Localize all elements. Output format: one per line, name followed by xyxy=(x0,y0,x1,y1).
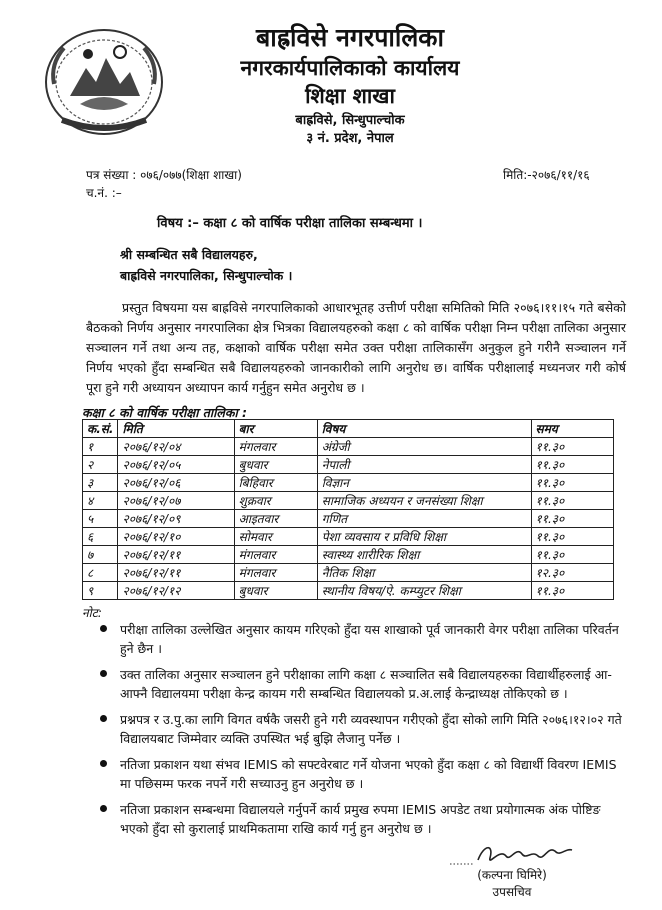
note-label: नोट: xyxy=(82,606,102,620)
cell-date: २०७६/१२/०४ xyxy=(118,438,234,456)
table-row xyxy=(83,546,614,564)
cell-serial: ९ xyxy=(83,582,118,600)
office-location: बाह्रविसे, सिन्धुपाल्चोक xyxy=(295,113,405,128)
cell-subject: नेपाली xyxy=(317,456,531,474)
cell-day: आइतवार xyxy=(234,510,317,528)
recipient-line-1: श्री सम्बन्धित सबै विद्यालयहरु, xyxy=(120,247,258,262)
cell-subject: स्थानीय विषय/ऐ. कम्प्युटर शिक्षा xyxy=(317,582,531,600)
cell-subject: अंग्रेजी xyxy=(317,438,531,456)
table-row xyxy=(83,492,614,510)
exam-schedule-table xyxy=(82,419,614,600)
note-text: नतिजा प्रकाशन सम्बन्धमा विद्यालयले गर्नुपर्ने कार्य प्रमुख रुपमा IEMIS अपडेट तथा प्रयोगात्मक अंक पोष्टिङ भएको हुँदा सो कुरालाई प्राथमिकतामा राखि कार्य गर्नु हुन अनुरोध छ । xyxy=(120,802,601,836)
recipient-address xyxy=(120,244,292,286)
cell-time: १२.३० xyxy=(531,564,613,582)
table-row xyxy=(83,456,614,474)
cell-subject: नैतिक शिक्षा xyxy=(317,564,531,582)
list-item xyxy=(96,620,626,658)
cell-day: बिहिवार xyxy=(234,474,317,492)
table-row xyxy=(83,564,614,582)
cell-time: ११.३० xyxy=(531,456,613,474)
municipality-name: बाह्रविसे नगरपालिका xyxy=(256,23,444,52)
note-text: उक्त तालिका अनुसार सञ्चालन हुने परीक्षाका लागि कक्षा ८ सञ्चालित सबै विद्यालयहरुका विद्यार्थीहरुलाई आ-आफ्नै विद्यालयमा परीक्षा केन्द्र कायम गरी सम्बन्धित विद्यालयको प्र.अ.लाई केन्द्राध्यक्ष तोकिएको छ । xyxy=(120,667,612,701)
cell-day: मंगलवार xyxy=(234,546,317,564)
letter-date: मिति:-२०७६/११/१६ xyxy=(503,168,590,182)
header-time: समय xyxy=(531,420,613,438)
office-name: नगरकार्यपालिकाको कार्यालय xyxy=(240,56,460,80)
cell-time: ११.३० xyxy=(531,510,613,528)
cell-serial: ३ xyxy=(83,474,118,492)
header-day: बार xyxy=(234,420,317,438)
handwritten-signature xyxy=(444,838,584,870)
cell-date: २०७६/१२/११ xyxy=(118,546,234,564)
letter-subject: विषय :– कक्षा ८ को वार्षिक परीक्षा तालिका सम्बन्धमा । xyxy=(157,216,423,231)
cell-subject: गणित xyxy=(317,510,531,528)
table-title: कक्षा ८ को वार्षिक परीक्षा तालिका : xyxy=(82,405,248,420)
bullet-icon xyxy=(100,670,107,677)
cell-date: २०७६/१२/०६ xyxy=(118,474,234,492)
table-row xyxy=(83,510,614,528)
cell-subject: सामाजिक अध्ययन र जनसंख्या शिक्षा xyxy=(317,492,531,510)
dispatch-number: च.नं. :– xyxy=(86,186,122,200)
notes-list xyxy=(96,620,626,845)
cell-serial: ७ xyxy=(83,546,118,564)
cell-time: ११.३० xyxy=(531,438,613,456)
list-item xyxy=(96,710,626,748)
signatory-name: (कल्पना घिमिरे) xyxy=(477,868,547,882)
body-paragraph: प्रस्तुत विषयमा यस बाह्रविसे नगरपालिकाको आधारभूतह उत्तीर्ण परीक्षा समितिको मिति २०७६।११।१५ गते बसेको बैठकको निर्णय अनुसार नगरपालिका क्षेत्र भित्रका विद्यालयहरुको कक्षा ८ को वार्षिक परीक्षा निम्न परीक्षा तालिका अनुसार सञ्चालन गर्ने तथा अन्य तह, कक्षाको वार्षिक परीक्षा समेत उक्त परीक्षा तालिकासँग अनुकुल हुने गरीनै सञ्चालन गर्ने निर्णय भएको हुँदा सम्बन्धित सबै विद्यालयहरुको जानकारीको लागि अनुरोध छ। वार्षिक परीक्षालाई मध्यनजर गरी कोर्ष पूरा हुने गरी अध्यायन अध्यापन कार्य गर्नुहुन समेत अनुरोध छ । xyxy=(86,300,626,395)
cell-day: बुधवार xyxy=(234,456,317,474)
recipient-line-2: बाह्रविसे नगरपालिका, सिन्धुपाल्चोक । xyxy=(120,268,293,283)
cell-serial: ८ xyxy=(83,564,118,582)
cell-date: २०७६/१२/१० xyxy=(118,528,234,546)
cell-time: ११.३० xyxy=(531,582,613,600)
cell-serial: ४ xyxy=(83,492,118,510)
cell-day: बुधवार xyxy=(234,582,317,600)
cell-subject: स्वास्थ्य शारीरिक शिक्षा xyxy=(317,546,531,564)
note-text: नतिजा प्रकाशन यथा संभव IEMIS को सफ्टवेरबाट गर्ने योजना भएको हुँदा कक्षा ८ को विद्यार्थी विवरण IEMIS मा पछिसम्म फरक नपर्ने गरी सच्याउनु हुन अनुरोध छ । xyxy=(120,757,617,791)
cell-subject: पेशा व्यवसाय र प्रविधि शिक्षा xyxy=(317,528,531,546)
office-header xyxy=(140,22,560,148)
section-name: शिक्षा शाखा xyxy=(305,84,395,108)
list-item xyxy=(96,755,626,793)
cell-date: २०७६/१२/१२ xyxy=(118,582,234,600)
table-row xyxy=(83,582,614,600)
cell-serial: २ xyxy=(83,456,118,474)
list-item xyxy=(96,800,626,838)
signatory-title: उपसचिव xyxy=(492,885,532,899)
table-row xyxy=(83,474,614,492)
cell-date: २०७६/१२/०५ xyxy=(118,456,234,474)
cell-time: ११.३० xyxy=(531,474,613,492)
header-subject: विषय xyxy=(317,420,531,438)
note-text: परीक्षा तालिका उल्लेखित अनुसार कायम गरिएको हुँदा यस शाखाको पूर्व जानकारी वेगर परीक्षा तालिका परिवर्तन हुने छैन । xyxy=(120,622,619,656)
table-row xyxy=(83,528,614,546)
note-text: प्रश्नपत्र र उ.पु.का लागि विगत वर्षकै जसरी हुने गरी व्यवस्थापन गरीएको हुँदा सोको लागि मिति २०७६।१२।०२ गते विद्यालयबाट जिम्मेवार व्यक्ति उपस्थित भई बुझि लैजानु पर्नेछ । xyxy=(120,712,622,746)
cell-date: २०७६/१२/११ xyxy=(118,564,234,582)
header-serial: क.सं. xyxy=(83,420,118,438)
cell-time: ११.३० xyxy=(531,528,613,546)
cell-serial: १ xyxy=(83,438,118,456)
bullet-icon xyxy=(100,805,107,812)
cell-time: ११.३० xyxy=(531,492,613,510)
cell-serial: ५ xyxy=(83,510,118,528)
office-province: ३ नं. प्रदेश, नेपाल xyxy=(306,131,394,146)
bullet-icon xyxy=(100,625,107,632)
cell-time: ११.३० xyxy=(531,546,613,564)
header-date: मिति xyxy=(118,420,234,438)
cell-subject: विज्ञान xyxy=(317,474,531,492)
reference-number: पत्र संख्या : ०७६/०७७(शिक्षा शाखा) xyxy=(86,168,242,182)
cell-day: शुक्रवार xyxy=(234,492,317,510)
cell-day: मंगलवार xyxy=(234,564,317,582)
cell-day: मंगलवार xyxy=(234,438,317,456)
cell-date: २०७६/१२/०७ xyxy=(118,492,234,510)
list-item xyxy=(96,665,626,703)
bullet-icon xyxy=(100,760,107,767)
signatory-block xyxy=(464,867,560,901)
cell-date: २०७६/१२/०९ xyxy=(118,510,234,528)
bullet-icon xyxy=(100,715,107,722)
table-row xyxy=(83,438,614,456)
cell-serial: ६ xyxy=(83,528,118,546)
table-header-row xyxy=(83,420,614,438)
cell-day: सोमवार xyxy=(234,528,317,546)
